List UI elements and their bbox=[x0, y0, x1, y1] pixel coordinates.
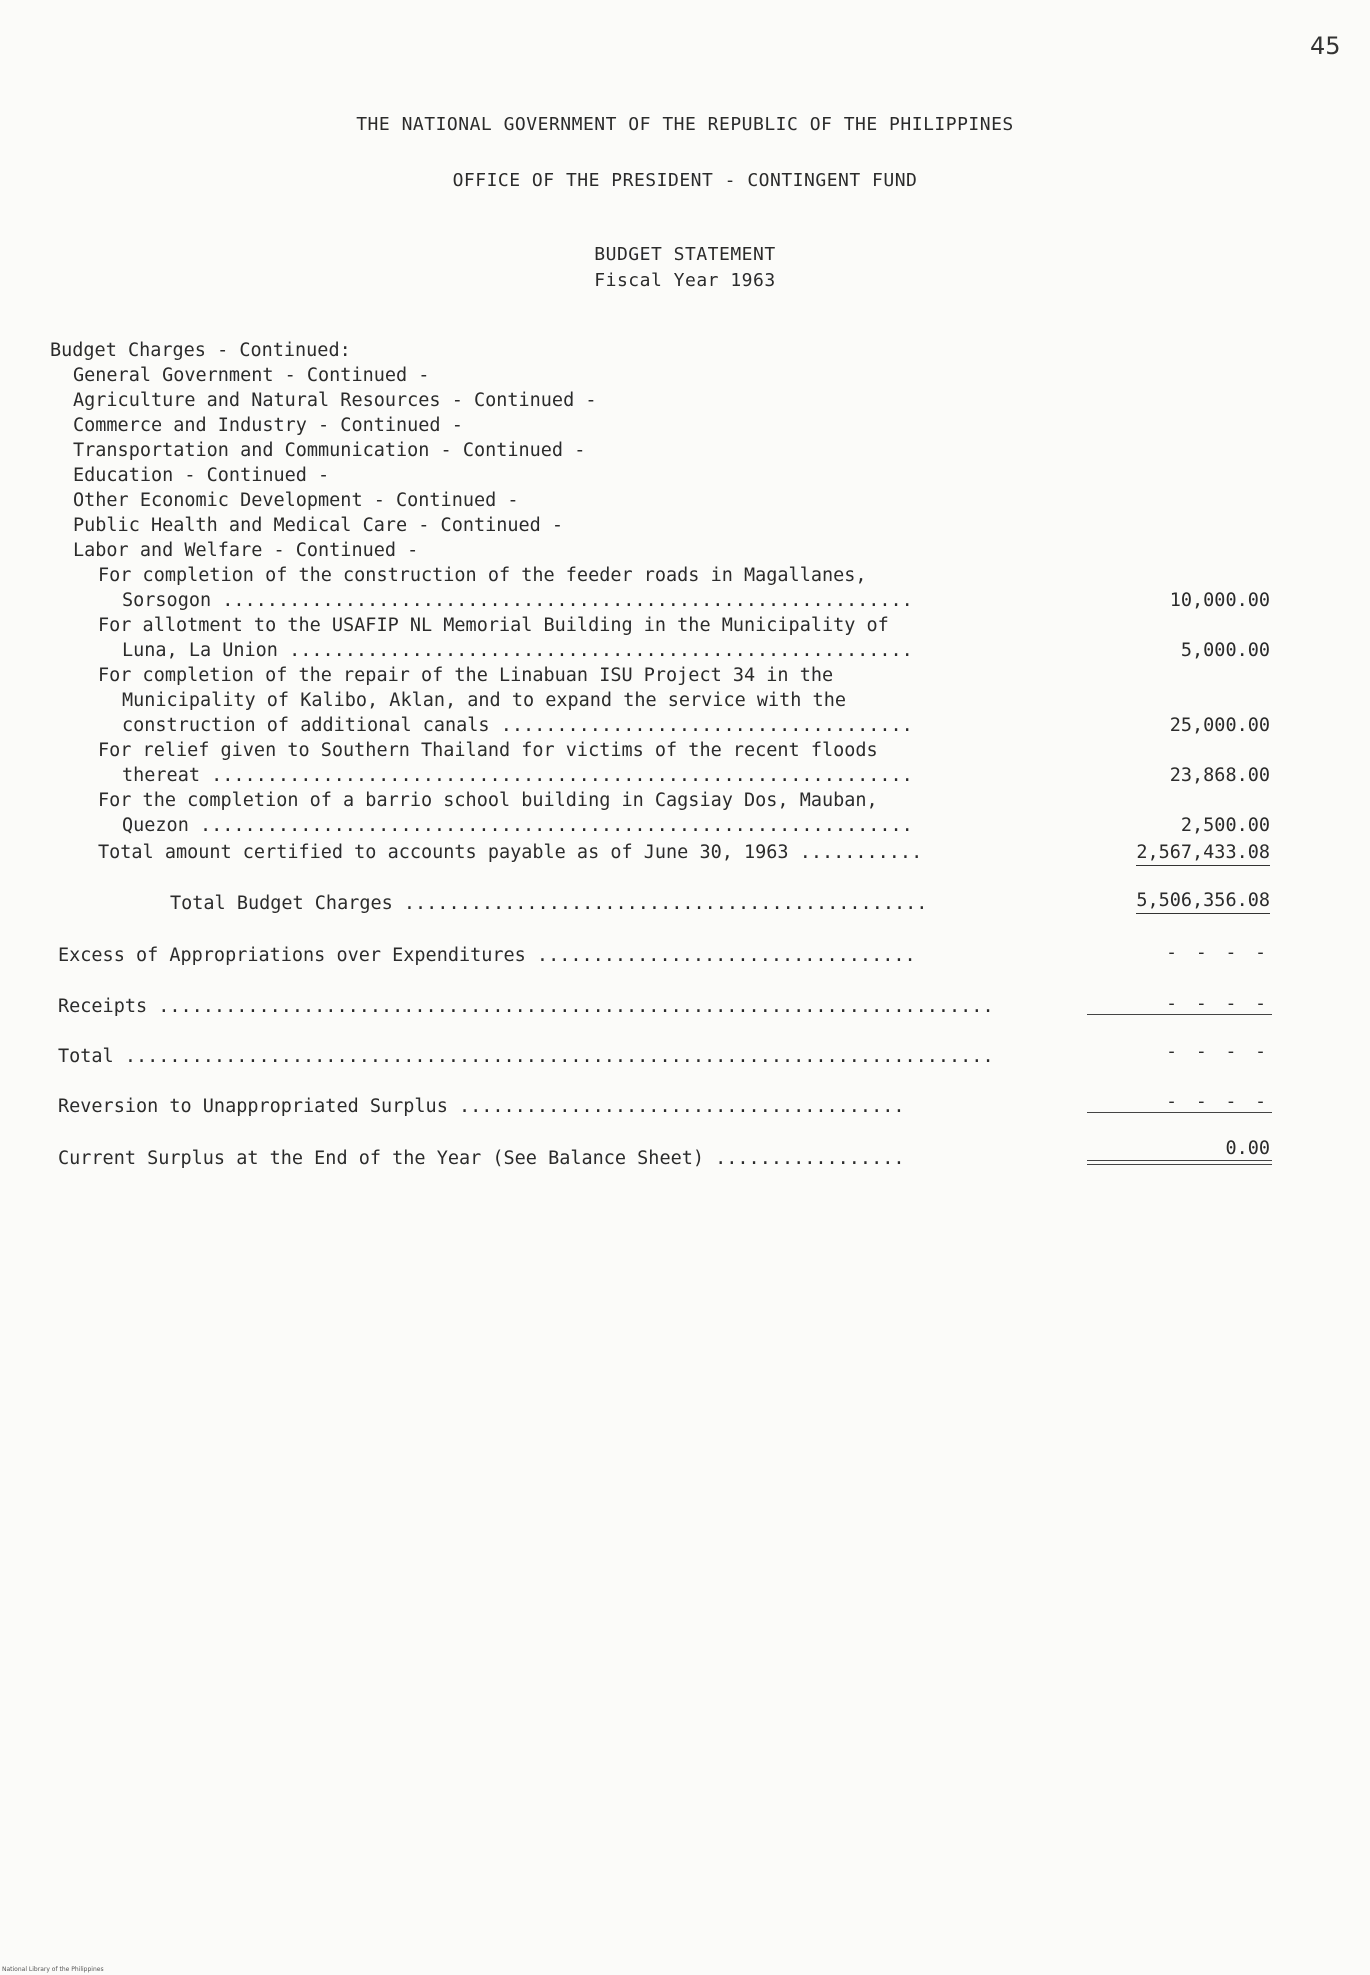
current-surplus-label: Current Surplus at the End of the Year (See Balance Sheet) ................. bbox=[58, 1148, 905, 1169]
item-4-amount: 23,868.00 bbox=[1169, 765, 1270, 786]
footer-source: National Library of the Philippines bbox=[2, 1966, 104, 1973]
current-surplus-rule-1 bbox=[1087, 1160, 1272, 1161]
excess-appropriations-amount: - - - - bbox=[1166, 942, 1270, 963]
section-education: Education - Continued - bbox=[73, 465, 330, 486]
item-5-line1: For the completion of a barrio school building in Cagsiay Dos, Mauban, bbox=[98, 790, 878, 811]
receipts-label: Receipts ........................................................................... bbox=[58, 996, 994, 1017]
item-1-line1: For completion of the construction of the feeder roads in Magallanes, bbox=[98, 565, 867, 586]
section-general-government: General Government - Continued - bbox=[73, 365, 430, 386]
excess-appropriations-label: Excess of Appropriations over Expenditures .................................. bbox=[58, 945, 916, 966]
total-label: Total .............................................................................. bbox=[58, 1046, 994, 1067]
item-2-amount: 5,000.00 bbox=[1180, 640, 1270, 661]
item-3-line3: construction of additional canals ..................................... bbox=[122, 715, 913, 736]
section-agriculture: Agriculture and Natural Resources - Continued - bbox=[73, 390, 597, 411]
total-certified-label: Total amount certified to accounts payable as of June 30, 1963 ........... bbox=[98, 842, 923, 863]
section-budget-charges: Budget Charges - Continued: bbox=[50, 340, 351, 361]
item-3-amount: 25,000.00 bbox=[1169, 715, 1270, 736]
receipts-rule bbox=[1087, 1014, 1272, 1015]
item-5-line2: Quezon ................................................................ bbox=[122, 815, 913, 836]
item-2-line2: Luna, La Union ........................................................ bbox=[122, 640, 913, 661]
total-budget-charges-amount: 5,506,356.08 bbox=[1136, 890, 1270, 914]
header-statement: BUDGET STATEMENT bbox=[594, 244, 776, 265]
page-number: 45 bbox=[1310, 32, 1341, 60]
reversion-label: Reversion to Unappropriated Surplus ........................................ bbox=[58, 1096, 905, 1117]
section-commerce: Commerce and Industry - Continued - bbox=[73, 415, 463, 436]
section-transportation: Transportation and Communication - Continued - bbox=[73, 440, 586, 461]
section-labor-welfare: Labor and Welfare - Continued - bbox=[73, 540, 419, 561]
receipts-amount: - - - - bbox=[1166, 993, 1270, 1014]
reversion-amount: - - - - bbox=[1166, 1091, 1270, 1112]
item-1-line2: Sorsogon .............................................................. bbox=[122, 590, 913, 611]
section-other-economic: Other Economic Development - Continued - bbox=[73, 490, 519, 511]
current-surplus-rule-2 bbox=[1087, 1164, 1272, 1165]
item-5-amount: 2,500.00 bbox=[1180, 815, 1270, 836]
item-4-line1: For relief given to Southern Thailand for victims of the recent floods bbox=[98, 740, 878, 761]
item-3-line2: Municipality of Kalibo, Aklan, and to expand the service with the bbox=[122, 690, 846, 711]
section-public-health: Public Health and Medical Care - Continued - bbox=[73, 515, 564, 536]
total-certified-amount: 2,567,433.08 bbox=[1136, 842, 1270, 866]
header-title: THE NATIONAL GOVERNMENT OF THE REPUBLIC OF THE PHILIPPINES bbox=[356, 114, 1014, 135]
total-budget-charges-label: Total Budget Charges ............................................... bbox=[170, 893, 928, 914]
current-surplus-amount: 0.00 bbox=[1225, 1138, 1270, 1159]
item-2-line1: For allotment to the USAFIP NL Memorial Building in the Municipality of bbox=[98, 615, 889, 636]
total-amount: - - - - bbox=[1166, 1041, 1270, 1062]
header-fiscal-year: Fiscal Year 1963 bbox=[594, 270, 776, 291]
reversion-rule bbox=[1087, 1112, 1272, 1113]
item-4-line2: thereat ............................................................... bbox=[122, 765, 913, 786]
item-3-line1: For completion of the repair of the Linabuan ISU Project 34 in the bbox=[98, 665, 834, 686]
header-office: OFFICE OF THE PRESIDENT - CONTINGENT FUND bbox=[452, 170, 918, 191]
item-1-amount: 10,000.00 bbox=[1169, 590, 1270, 611]
